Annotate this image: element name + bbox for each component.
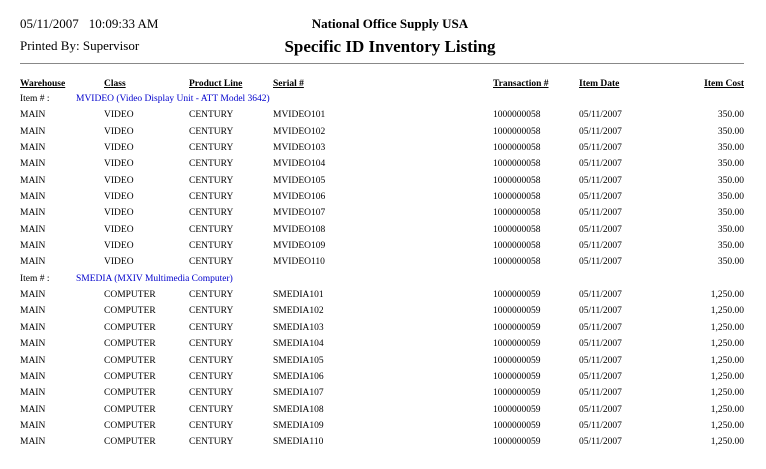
cell-class: VIDEO	[104, 241, 134, 252]
cell-item-date: 05/11/2007	[579, 159, 622, 170]
report-body	[20, 91, 744, 451]
cell-item-date: 05/11/2007	[579, 388, 622, 399]
item-label: Item # :	[20, 273, 50, 284]
cell-class: COMPUTER	[104, 371, 156, 382]
cell-item-cost: 350.00	[717, 208, 744, 219]
item-description: SMEDIA (MXIV Multimedia Computer)	[76, 273, 233, 284]
cell-product-line: CENTURY	[189, 143, 234, 154]
item-label: Item # :	[20, 94, 50, 104]
col-item-date: Item Date	[579, 79, 620, 89]
cell-serial: MVIDEO107	[273, 208, 326, 219]
print-date: 05/11/2007	[20, 16, 79, 31]
cell-product-line: CENTURY	[189, 290, 234, 301]
cell-transaction: 1000000058	[493, 110, 541, 121]
company-name: National Office Supply USA	[311, 16, 469, 31]
cell-class: VIDEO	[104, 224, 134, 235]
cell-item-date: 05/11/2007	[579, 175, 622, 186]
table-row	[20, 353, 744, 369]
cell-serial: SMEDIA103	[273, 322, 324, 333]
cell-item-date: 05/11/2007	[579, 339, 622, 350]
cell-class: VIDEO	[104, 175, 134, 186]
cell-class: COMPUTER	[104, 339, 156, 350]
cell-product-line: CENTURY	[189, 371, 234, 382]
table-row	[20, 369, 744, 385]
cell-warehouse: MAIN	[20, 371, 46, 382]
cell-warehouse: MAIN	[20, 420, 46, 431]
cell-transaction: 1000000058	[493, 159, 541, 170]
cell-item-date: 05/11/2007	[579, 404, 622, 415]
table-row	[20, 254, 744, 270]
cell-item-date: 05/11/2007	[579, 126, 622, 137]
cell-item-date: 05/11/2007	[579, 322, 622, 333]
cell-item-date: 05/11/2007	[579, 110, 622, 121]
cell-product-line: CENTURY	[189, 404, 234, 415]
cell-transaction: 1000000058	[493, 241, 541, 252]
table-row	[20, 173, 744, 189]
cell-serial: MVIDEO109	[273, 241, 326, 252]
cell-serial: SMEDIA105	[273, 355, 324, 366]
cell-product-line: CENTURY	[189, 224, 234, 235]
cell-item-cost: 350.00	[717, 241, 744, 252]
cell-transaction: 1000000059	[493, 306, 541, 317]
report-title: Specific ID Inventory Listing	[284, 37, 496, 56]
cell-transaction: 1000000058	[493, 257, 541, 268]
cell-class: COMPUTER	[104, 388, 156, 399]
cell-class: COMPUTER	[104, 437, 156, 448]
cell-serial: MVIDEO110	[273, 257, 325, 268]
col-class: Class	[104, 79, 126, 89]
cell-item-date: 05/11/2007	[579, 290, 622, 301]
cell-class: VIDEO	[104, 126, 134, 137]
cell-item-cost: 1,250.00	[710, 306, 744, 317]
cell-item-cost: 350.00	[717, 175, 744, 186]
table-row	[20, 124, 744, 140]
cell-item-cost: 1,250.00	[710, 404, 744, 415]
cell-warehouse: MAIN	[20, 110, 46, 121]
cell-transaction: 1000000059	[493, 404, 541, 415]
cell-transaction: 1000000058	[493, 175, 541, 186]
table-row	[20, 222, 744, 238]
table-row	[20, 205, 744, 221]
cell-transaction: 1000000059	[493, 290, 541, 301]
cell-item-date: 05/11/2007	[579, 355, 622, 366]
cell-item-date: 05/11/2007	[579, 420, 622, 431]
cell-class: COMPUTER	[104, 306, 156, 317]
cell-product-line: CENTURY	[189, 306, 234, 317]
table-row	[20, 336, 744, 352]
cell-warehouse: MAIN	[20, 224, 46, 235]
cell-item-cost: 350.00	[717, 257, 744, 268]
cell-warehouse: MAIN	[20, 257, 46, 268]
cell-item-cost: 1,250.00	[710, 437, 744, 448]
cell-transaction: 1000000059	[493, 322, 541, 333]
cell-product-line: CENTURY	[189, 110, 234, 121]
table-row	[20, 320, 744, 336]
cell-item-cost: 350.00	[717, 159, 744, 170]
cell-serial: MVIDEO103	[273, 143, 326, 154]
cell-serial: MVIDEO105	[273, 175, 326, 186]
cell-warehouse: MAIN	[20, 404, 46, 415]
cell-transaction: 1000000058	[493, 192, 541, 203]
table-row	[20, 402, 744, 418]
cell-transaction: 1000000059	[493, 437, 541, 448]
cell-class: COMPUTER	[104, 420, 156, 431]
col-item-cost: Item Cost	[704, 79, 744, 89]
cell-serial: SMEDIA102	[273, 306, 324, 317]
cell-serial: MVIDEO102	[273, 126, 326, 137]
cell-transaction: 1000000059	[493, 355, 541, 366]
cell-transaction: 1000000058	[493, 208, 541, 219]
column-headers	[20, 77, 744, 91]
cell-item-cost: 1,250.00	[710, 420, 744, 431]
col-serial: Serial #	[273, 79, 304, 89]
cell-item-cost: 350.00	[717, 126, 744, 137]
cell-class: COMPUTER	[104, 404, 156, 415]
cell-item-date: 05/11/2007	[579, 437, 622, 448]
cell-item-date: 05/11/2007	[579, 192, 622, 203]
cell-class: VIDEO	[104, 257, 134, 268]
cell-item-cost: 1,250.00	[710, 290, 744, 301]
cell-item-cost: 1,250.00	[710, 355, 744, 366]
cell-warehouse: MAIN	[20, 241, 46, 252]
cell-class: VIDEO	[104, 143, 134, 154]
cell-transaction: 1000000058	[493, 224, 541, 235]
item-group-header	[20, 271, 744, 287]
cell-serial: SMEDIA104	[273, 339, 324, 350]
cell-product-line: CENTURY	[189, 339, 234, 350]
cell-item-date: 05/11/2007	[579, 306, 622, 317]
item-group-header	[20, 91, 744, 107]
cell-product-line: CENTURY	[189, 420, 234, 431]
cell-item-date: 05/11/2007	[579, 224, 622, 235]
cell-transaction: 1000000059	[493, 339, 541, 350]
cell-class: COMPUTER	[104, 355, 156, 366]
cell-item-cost: 1,250.00	[710, 339, 744, 350]
cell-product-line: CENTURY	[189, 437, 234, 448]
cell-product-line: CENTURY	[189, 355, 234, 366]
cell-item-cost: 1,250.00	[710, 371, 744, 382]
cell-warehouse: MAIN	[20, 208, 46, 219]
cell-serial: SMEDIA109	[273, 420, 324, 431]
cell-warehouse: MAIN	[20, 437, 46, 448]
col-transaction: Transaction #	[493, 79, 549, 89]
cell-serial: SMEDIA107	[273, 388, 324, 399]
table-row	[20, 107, 744, 123]
cell-class: VIDEO	[104, 159, 134, 170]
cell-warehouse: MAIN	[20, 175, 46, 186]
cell-product-line: CENTURY	[189, 257, 234, 268]
cell-transaction: 1000000058	[493, 143, 541, 154]
table-row	[20, 156, 744, 172]
inventory-report	[20, 77, 744, 451]
cell-product-line: CENTURY	[189, 208, 234, 219]
table-row	[20, 385, 744, 401]
cell-item-date: 05/11/2007	[579, 241, 622, 252]
cell-item-date: 05/11/2007	[579, 371, 622, 382]
cell-class: VIDEO	[104, 208, 134, 219]
cell-transaction: 1000000058	[493, 126, 541, 137]
print-time: 10:09:33 AM	[88, 16, 159, 31]
cell-serial: SMEDIA110	[273, 437, 324, 448]
cell-product-line: CENTURY	[189, 159, 234, 170]
cell-item-date: 05/11/2007	[579, 143, 622, 154]
cell-product-line: CENTURY	[189, 192, 234, 203]
cell-warehouse: MAIN	[20, 355, 46, 366]
cell-class: COMPUTER	[104, 290, 156, 301]
cell-item-cost: 350.00	[717, 192, 744, 203]
cell-serial: SMEDIA106	[273, 371, 324, 382]
table-row	[20, 418, 744, 434]
cell-warehouse: MAIN	[20, 339, 46, 350]
cell-serial: SMEDIA108	[273, 404, 324, 415]
table-row	[20, 140, 744, 156]
cell-item-cost: 350.00	[717, 224, 744, 235]
cell-warehouse: MAIN	[20, 388, 46, 399]
cell-item-cost: 350.00	[717, 110, 744, 121]
table-row	[20, 287, 744, 303]
cell-product-line: CENTURY	[189, 175, 234, 186]
cell-warehouse: MAIN	[20, 126, 46, 137]
col-product-line: Product Line	[189, 79, 243, 89]
cell-serial: MVIDEO106	[273, 192, 326, 203]
cell-warehouse: MAIN	[20, 192, 46, 203]
cell-warehouse: MAIN	[20, 306, 46, 317]
cell-warehouse: MAIN	[20, 322, 46, 333]
cell-class: VIDEO	[104, 110, 134, 121]
cell-product-line: CENTURY	[189, 241, 234, 252]
table-row	[20, 189, 744, 205]
table-row	[20, 434, 744, 450]
item-description: MVIDEO (Video Display Unit - ATT Model 3642)	[76, 94, 270, 104]
cell-warehouse: MAIN	[20, 143, 46, 154]
table-row	[20, 238, 744, 254]
cell-class: COMPUTER	[104, 322, 156, 333]
cell-item-cost: 350.00	[717, 143, 744, 154]
cell-item-date: 05/11/2007	[579, 208, 622, 219]
cell-serial: MVIDEO108	[273, 224, 326, 235]
header-divider	[20, 63, 744, 64]
cell-serial: SMEDIA101	[273, 290, 324, 301]
cell-serial: MVIDEO101	[273, 110, 326, 121]
cell-item-cost: 1,250.00	[710, 322, 744, 333]
cell-transaction: 1000000059	[493, 371, 541, 382]
cell-warehouse: MAIN	[20, 290, 46, 301]
table-row	[20, 303, 744, 319]
cell-warehouse: MAIN	[20, 159, 46, 170]
col-warehouse: Warehouse	[20, 79, 66, 89]
cell-product-line: CENTURY	[189, 126, 234, 137]
cell-transaction: 1000000059	[493, 420, 541, 431]
cell-serial: MVIDEO104	[273, 159, 326, 170]
cell-class: VIDEO	[104, 192, 134, 203]
printed-by: Printed By: Supervisor	[20, 38, 140, 53]
cell-item-cost: 1,250.00	[710, 388, 744, 399]
cell-transaction: 1000000059	[493, 388, 541, 399]
cell-product-line: CENTURY	[189, 322, 234, 333]
cell-product-line: CENTURY	[189, 388, 234, 399]
cell-item-date: 05/11/2007	[579, 257, 622, 268]
